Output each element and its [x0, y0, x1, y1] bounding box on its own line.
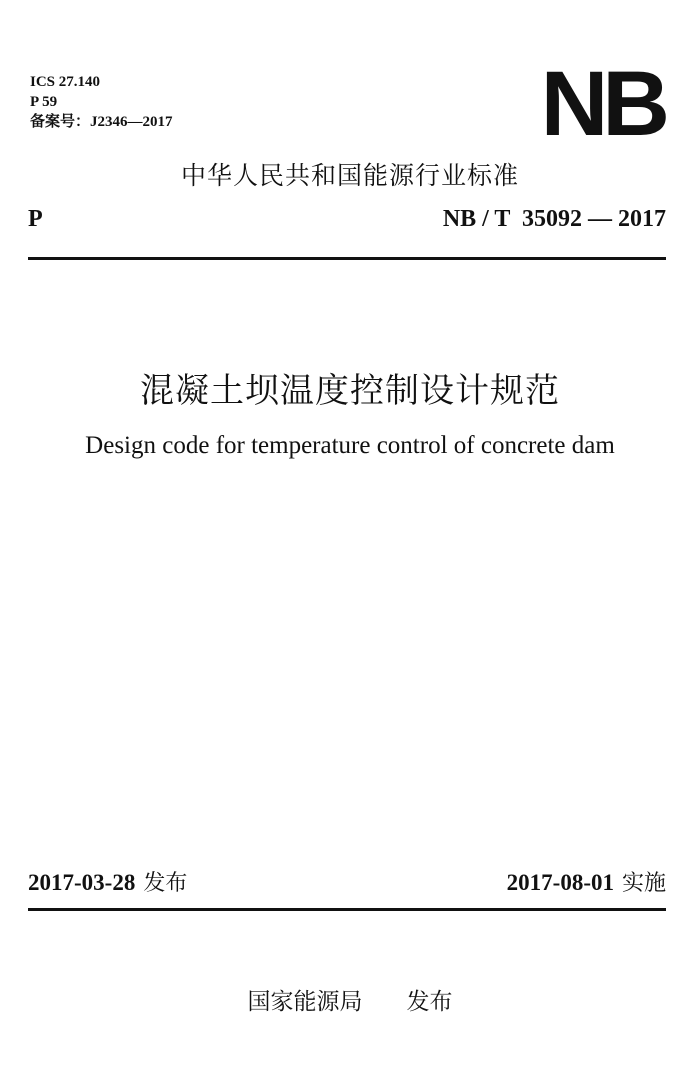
issuing-authority: 国家能源局 [247, 989, 363, 1015]
nb-logo: NB [540, 53, 664, 155]
title-chinese: 混凝土坝温度控制设计规范 [140, 371, 560, 411]
document-meta [30, 72, 173, 132]
classification-code: P 59 [30, 94, 58, 110]
publish-date-block [28, 866, 187, 897]
effective-label: 实施 [621, 871, 666, 896]
issue-action: 发布 [406, 989, 453, 1015]
category-letter: P [28, 206, 43, 232]
issuing-standard-type: 中华人民共和国能源行业标准 [180, 161, 519, 190]
effective-date-block [507, 866, 666, 897]
publish-label: 发布 [143, 871, 188, 896]
filing-number: 备案号：J2346—2017 [30, 114, 173, 130]
ics-code: ICS 27.140 [30, 74, 101, 90]
top-divider [28, 257, 666, 260]
issuer-line [0, 983, 700, 1016]
bottom-divider [28, 908, 666, 911]
standard-code: NB / T 35092 — 2017 [442, 206, 666, 232]
effective-date: 2017-08-01 [506, 870, 614, 895]
publish-date: 2017-03-28 [28, 870, 136, 895]
title-english: Design code for temperature control of concrete dam [85, 432, 615, 459]
